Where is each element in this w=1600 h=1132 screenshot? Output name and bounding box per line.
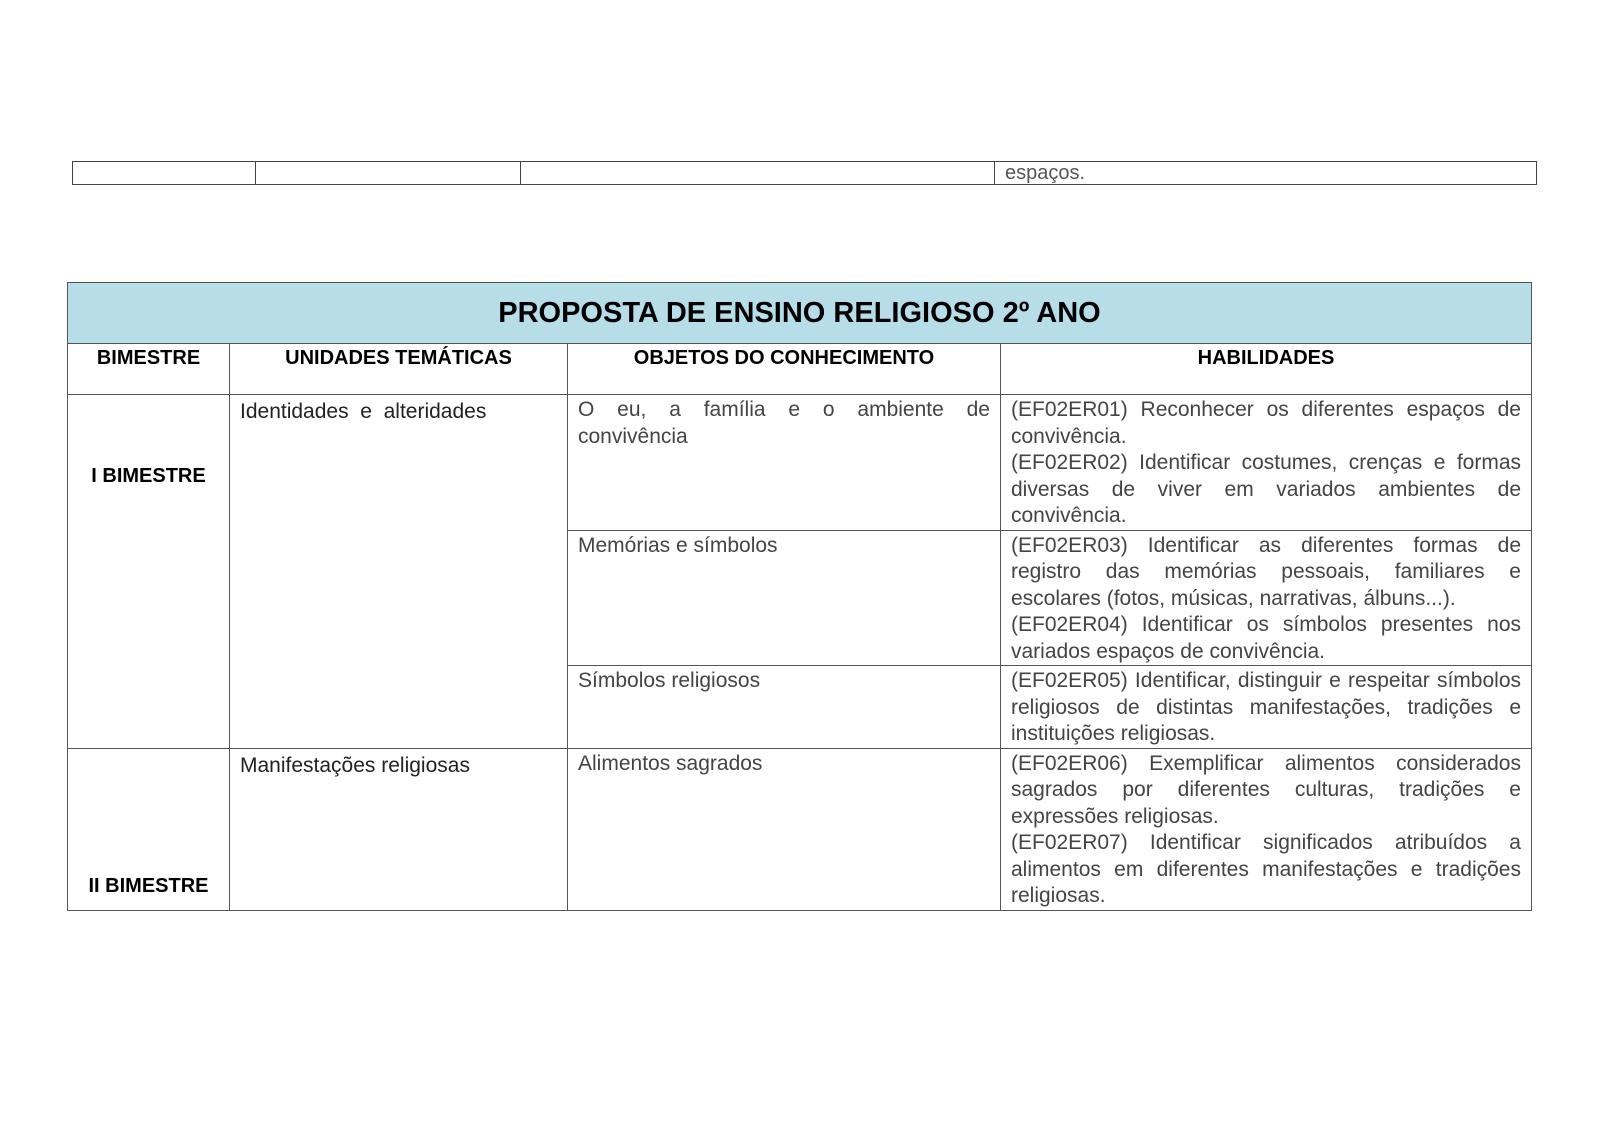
title-row	[68, 283, 1532, 344]
unidade-1-cell	[230, 395, 568, 749]
unidade-1-text: Identidades e alteridades	[240, 400, 487, 423]
bimestre-1-cell	[68, 395, 230, 749]
curriculum-table	[67, 282, 1532, 911]
objeto-1-1	[568, 395, 1001, 531]
habilidade-ef02er03: (EF02ER03) Identificar as diferentes formas de registro das memórias pessoais, familiares e escolares (fotos, músicas, narrativas, álbuns...).	[1011, 533, 1521, 610]
objeto-1-2-text: Memórias e símbolos	[578, 533, 778, 557]
bimestre-2-label: II BIMESTRE	[88, 874, 209, 897]
objeto-1-1-text: O eu, a família e o ambiente de convivência	[578, 398, 996, 448]
habilidades-1-1	[1001, 395, 1532, 531]
header-objetos: OBJETOS DO CONHECIMENTO	[568, 344, 1001, 395]
objeto-1-3	[568, 666, 1001, 749]
header-bimestre: BIMESTRE	[68, 344, 230, 395]
habilidades-2-1	[1001, 748, 1532, 910]
habilidade-ef02er04: (EF02ER04) Identificar os símbolos presentes nos variados espaços de convivência.	[1011, 613, 1521, 663]
habilidades-1-3	[1001, 666, 1532, 749]
table-title: PROPOSTA DE ENSINO RELIGIOSO 2º ANO	[68, 283, 1532, 344]
header-unidades: UNIDADES TEMÁTICAS	[230, 344, 568, 395]
objeto-2-1	[568, 748, 1001, 910]
bimestre-1-label: I BIMESTRE	[91, 465, 206, 487]
habilidades-1-2	[1001, 530, 1532, 666]
prev-cell-2	[256, 162, 521, 185]
objeto-1-2	[568, 530, 1001, 666]
objeto-2-1-text: Alimentos sagrados	[578, 751, 763, 775]
table-row	[68, 395, 1532, 531]
prev-cell-1	[73, 162, 256, 185]
habilidade-ef02er05: (EF02ER05) Identificar, distinguir e respeitar símbolos religiosos de distintas manifestações, tradições e instituições religiosas.	[1011, 669, 1521, 745]
header-row	[68, 344, 1532, 395]
habilidade-ef02er01: (EF02ER01) Reconhecer os diferentes espaços de convivência.	[1011, 398, 1521, 448]
unidade-2-text: Manifestações religiosas	[240, 753, 470, 777]
objeto-1-3-text: Símbolos religiosos	[578, 669, 761, 692]
table-row	[68, 748, 1532, 910]
habilidade-ef02er06: (EF02ER06) Exemplificar alimentos considerados sagrados por diferentes culturas, tradições e expressões religiosas.	[1011, 751, 1521, 828]
prev-cell-3	[521, 162, 995, 185]
previous-table-fragment	[72, 161, 1537, 185]
unidade-2-cell	[230, 748, 568, 910]
habilidade-ef02er07: (EF02ER07) Identificar significados atribuídos a alimentos em diferentes manifestações e tradições religiosas.	[1011, 831, 1521, 907]
header-habilidades: HABILIDADES	[1001, 344, 1532, 395]
table-row	[73, 162, 1537, 185]
prev-cell-4: espaços.	[995, 162, 1537, 185]
habilidade-ef02er02: (EF02ER02) Identificar costumes, crenças e formas diversas de viver em variados ambientes de convivência.	[1011, 451, 1521, 527]
bimestre-2-cell	[68, 748, 230, 910]
